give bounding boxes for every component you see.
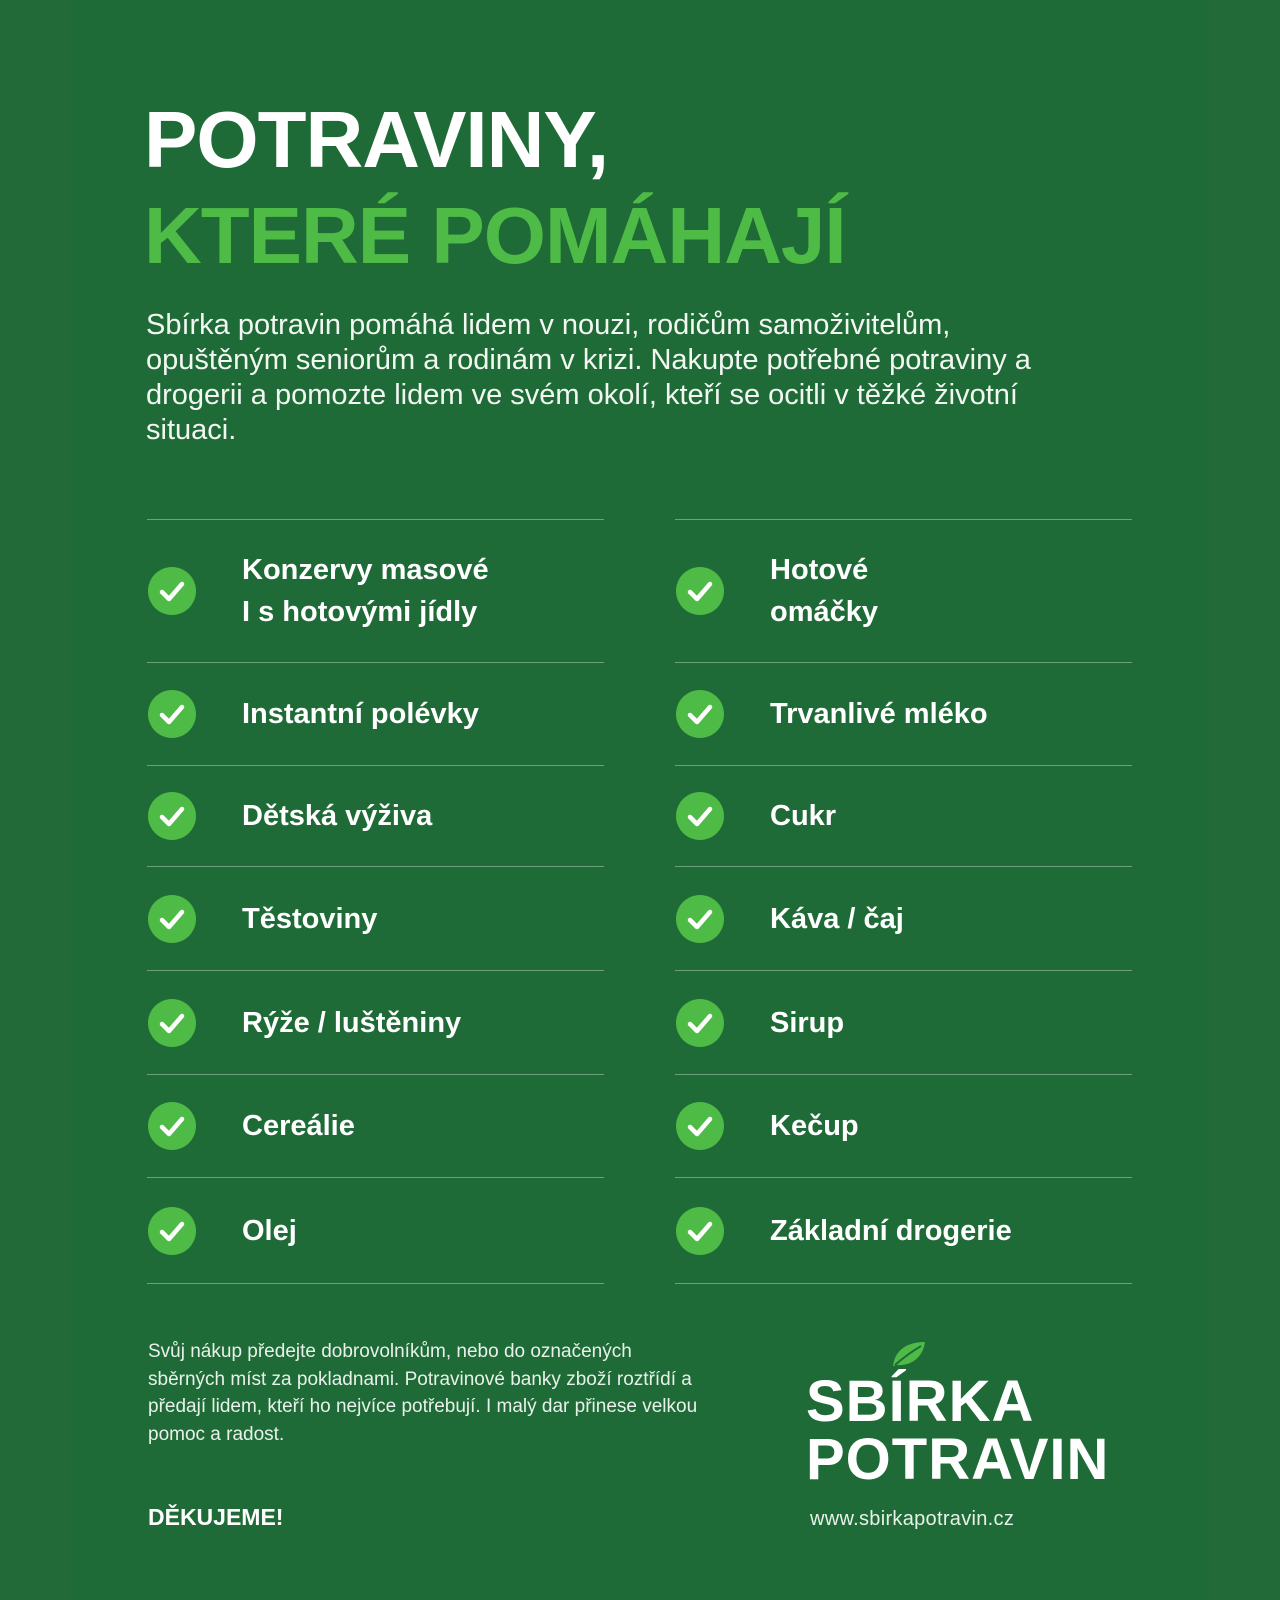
checklist-item	[147, 520, 604, 663]
checklist-item	[675, 1178, 1132, 1284]
checklist-item-label: Trvanlivé mléko	[770, 698, 988, 730]
checklist-item-label: Hotové omáčky	[770, 554, 879, 628]
website-url[interactable]: www.sbirkapotravin.cz	[810, 1508, 1015, 1530]
check-icon	[676, 792, 724, 840]
checklist-item-label: Sirup	[770, 1006, 845, 1039]
checklist-item	[147, 663, 604, 766]
checklist-item-label: Kečup	[770, 1110, 859, 1142]
checklist-item-label: Olej	[242, 1214, 297, 1247]
check-icon	[148, 690, 196, 738]
checklist-item	[147, 971, 604, 1075]
thanks-text: DĚKUJEME!	[148, 1504, 284, 1530]
leaf-icon	[891, 1340, 927, 1368]
check-icon	[148, 792, 196, 840]
check-icon	[148, 1207, 196, 1255]
checklist-item	[675, 867, 1132, 971]
check-icon	[148, 999, 196, 1047]
check-icon	[676, 1102, 724, 1150]
check-icon	[676, 999, 724, 1047]
checklist-item	[675, 1075, 1132, 1178]
checklist-item-label: Káva / čaj	[770, 902, 904, 935]
intro-paragraph: Sbírka potravin pomáhá lidem v nouzi, rodičům samoživitelům, opuštěným seniorům a rodinám v krizi. Nakupte potřebné potraviny a drogerii a pomozte lidem ve svém okolí, kteří se ocitli v těžké životní situaci.	[146, 309, 1031, 446]
checklist-item	[675, 971, 1132, 1075]
checklist-item-label: Konzervy masové I s hotovými jídly	[242, 554, 489, 628]
checklist-left-column	[147, 519, 604, 1284]
checklist-item	[675, 520, 1132, 663]
checklist-item	[147, 1075, 604, 1178]
headline-line-2: KTERÉ POMÁHAJÍ	[144, 191, 846, 280]
checklist-item	[147, 1178, 604, 1284]
checklist-item-label: Instantní polévky	[242, 698, 479, 730]
checklist-item-label: Dětská výživa	[242, 800, 433, 832]
headline	[144, 92, 846, 284]
logo-line-1: SBÍRKA	[806, 1369, 1035, 1434]
checklist-item-label: Těstoviny	[242, 902, 378, 935]
logo-line-2: POTRAVIN	[806, 1427, 1110, 1492]
checklist-right-column	[675, 519, 1132, 1284]
headline-line-1: POTRAVINY,	[144, 95, 609, 184]
check-icon	[148, 1102, 196, 1150]
checklist-item-label: Cereálie	[242, 1110, 355, 1142]
checklist-item	[147, 766, 604, 867]
checklist-item-label: Rýže / luštěniny	[242, 1006, 462, 1039]
checklist-item	[675, 663, 1132, 766]
checklist-item-label: Základní drogerie	[770, 1214, 1012, 1247]
checklist-item-label: Cukr	[770, 800, 837, 832]
checklist-item	[675, 766, 1132, 867]
check-icon	[148, 895, 196, 943]
sbirka-potravin-logo	[806, 1340, 1136, 1492]
check-icon	[676, 690, 724, 738]
check-icon	[676, 895, 724, 943]
footer-note: Svůj nákup předejte dobrovolníkům, nebo do označených sběrných míst za pokladnami. Potravinové banky zboží roztřídí a předají lidem, kteří ho nejvíce potřebují. I malý dar přinese velkou pomoc a radost.	[148, 1341, 698, 1445]
check-icon	[148, 567, 196, 615]
check-icon	[676, 1207, 724, 1255]
check-icon	[676, 567, 724, 615]
checklist-item	[147, 867, 604, 971]
